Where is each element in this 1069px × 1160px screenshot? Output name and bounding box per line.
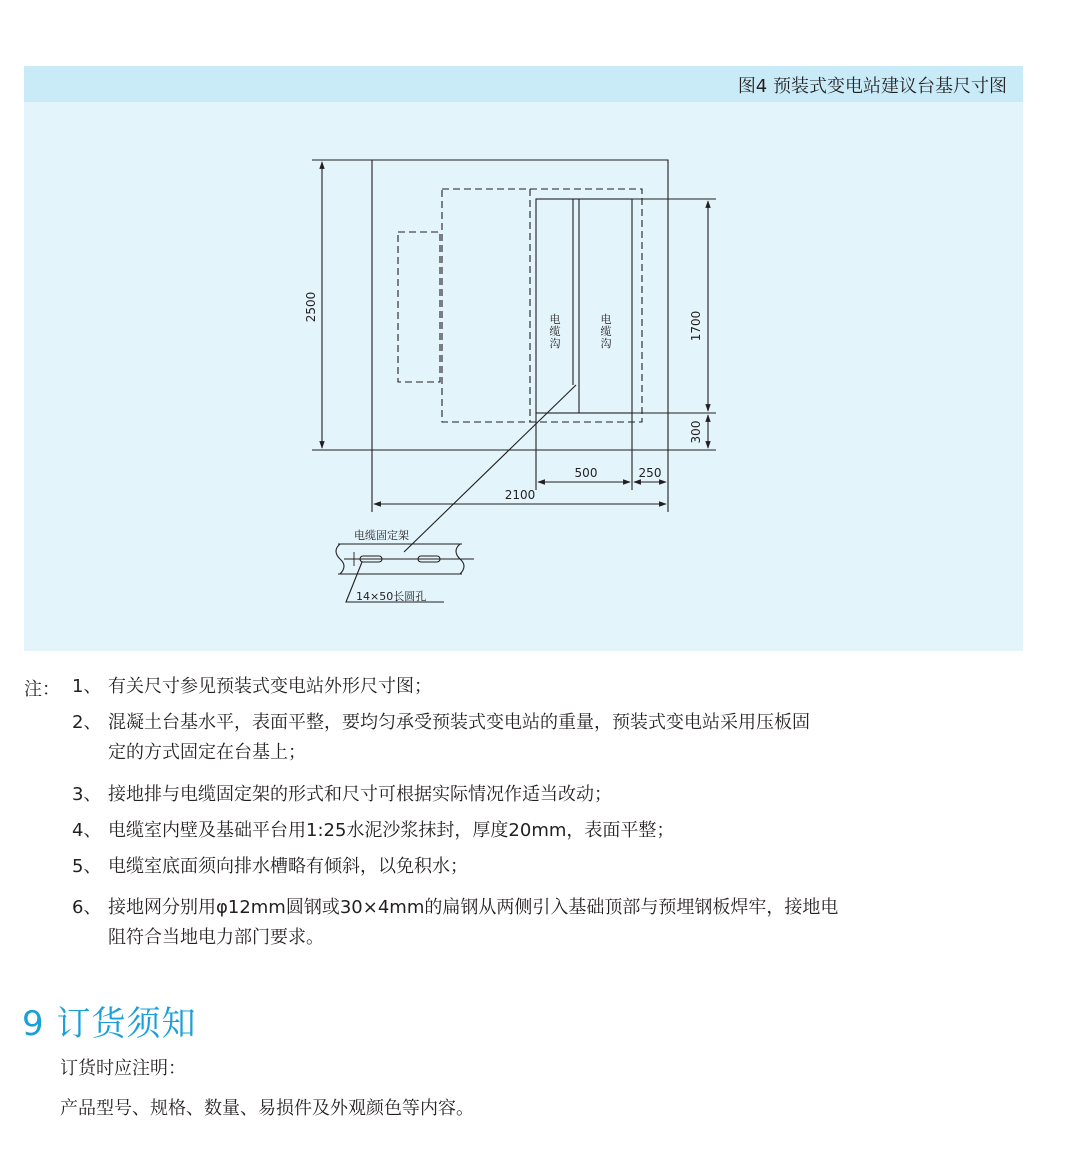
section-title: 9 订货须知 — [22, 1004, 197, 1044]
dim-label-2100: 2100 — [504, 488, 536, 502]
note-item-5 — [72, 852, 1068, 882]
cable-bracket-label: 电缆固定架 — [354, 529, 409, 542]
note-item-1 — [72, 672, 1068, 702]
figure-caption: 图4 预装式变电站建议台基尺寸图 — [737, 76, 1007, 97]
note-item-3 — [72, 780, 1068, 810]
note-text: 电缆室底面须向排水槽略有倾斜，以免积水； — [108, 856, 468, 877]
trench-label-left-1: 电 — [549, 313, 561, 326]
trench-label-left-2: 缆 — [549, 325, 561, 338]
note-text: 电缆室内壁及基础平台用1:25水泥沙浆抹封，厚度20mm，表面平整； — [108, 820, 675, 841]
order-instruction: 订货时应注明： — [60, 1058, 186, 1079]
note-item-4 — [72, 816, 1068, 846]
dim-label-500: 500 — [574, 466, 598, 480]
trench-label-right-2: 缆 — [600, 325, 612, 338]
note-number: 6、 — [72, 897, 102, 918]
notes-label: 注： — [24, 679, 60, 700]
note-item-2 — [72, 708, 1068, 768]
note-number: 2、 — [72, 712, 102, 733]
trench-label-left-3: 沟 — [549, 337, 561, 350]
note-number: 5、 — [72, 856, 102, 877]
foundation-outline — [312, 160, 668, 450]
note-number: 3、 — [72, 784, 102, 805]
figure-panel — [24, 66, 1023, 651]
trench-label-right-1: 电 — [600, 313, 612, 326]
note-item-6 — [72, 893, 1068, 953]
note-number: 4、 — [72, 820, 102, 841]
trench-label-right-3: 沟 — [600, 337, 612, 350]
dim-label-300: 300 — [689, 420, 703, 444]
dashed-side-outline — [398, 232, 440, 382]
order-contents: 产品型号、规格、数量、易损件及外观颜色等内容。 — [60, 1098, 474, 1119]
dim-label-1700: 1700 — [689, 310, 703, 342]
note-text: 定的方式固定在台基上； — [108, 742, 306, 763]
dashed-equipment-outline — [442, 189, 642, 422]
dim-label-2500: 2500 — [304, 291, 318, 323]
bracket-leader-line — [404, 385, 576, 552]
slot-hole-label: 14×50长圆孔 — [356, 590, 427, 603]
note-text: 混凝土台基水平，表面平整，要均匀承受预装式变电站的重量，预装式变电站采用压板固 — [108, 712, 810, 733]
foundation-diagram — [24, 66, 1023, 651]
note-text: 接地网分别用φ12mm圆钢或30×4mm的扁钢从两侧引入基础顶部与预埋钢板焊牢，接地电 — [108, 897, 839, 918]
dim-label-250: 250 — [638, 466, 662, 480]
bracket-left-break — [336, 544, 344, 574]
note-text: 接地排与电缆固定架的形式和尺寸可根据实际情况作适当改动； — [108, 784, 612, 805]
cable-trench-outline — [536, 199, 632, 413]
note-text: 有关尺寸参见预装式变电站外形尺寸图； — [108, 676, 432, 697]
note-number: 1、 — [72, 676, 102, 697]
note-text: 阻符合当地电力部门要求。 — [108, 927, 324, 948]
